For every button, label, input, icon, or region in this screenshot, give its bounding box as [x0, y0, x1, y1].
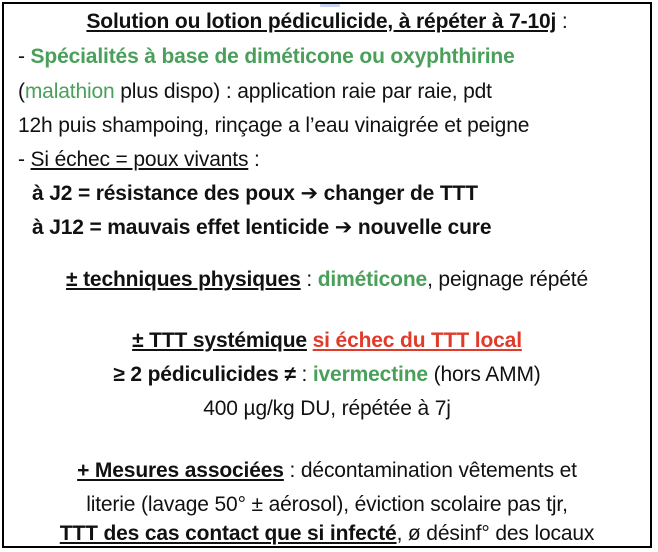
line-literie	[4, 490, 650, 520]
title-text: Solution ou lotion pédiculicide, à répéter à 7-10j	[86, 10, 557, 33]
mesures-text: + Mesures associées	[77, 459, 284, 482]
paren-open: (	[18, 80, 25, 103]
treatment-box	[2, 2, 652, 548]
line-j12	[32, 213, 642, 243]
application-text: plus dispo) : application raie par raie, pdt	[114, 80, 492, 103]
pediculicides-colon: :	[295, 363, 313, 386]
decontamination-text: : décontamination vêtements et	[283, 459, 577, 482]
title-colon: :	[556, 10, 568, 33]
dash: -	[18, 148, 31, 171]
desinf-text: , ø désinf° des locaux	[396, 522, 595, 545]
hors-amm-text: (hors AMM)	[427, 363, 541, 386]
echec-text: Si échec = poux vivants	[30, 148, 249, 171]
dimeticone-text: diméticone	[317, 268, 428, 291]
shampoing-text: 12h puis shampoing, rinçage a l’eau vinaigrée et peigne	[18, 114, 530, 137]
literie-text: literie (lavage 50° ± aérosol), éviction scolaire pas tjr,	[86, 493, 568, 516]
malathion-text: malathion	[24, 80, 115, 103]
pediculicides-text: ≥ 2 pédiculicides ≠	[113, 363, 296, 386]
line-dose	[4, 394, 650, 424]
j2-text: à J2 = résistance des poux	[32, 182, 295, 205]
arrow-right-icon: ➔	[334, 216, 353, 239]
physiques-colon: :	[300, 268, 318, 291]
peignage-text: , peignage répété	[427, 268, 588, 291]
dose-text: 400 µg/kg DU, répétée à 7j	[203, 397, 451, 420]
line-pediculicides	[4, 360, 650, 390]
arrow-right-icon: ➔	[300, 182, 318, 205]
j12-text: à J12 = mauvais effet lenticide	[32, 216, 330, 239]
line-title	[4, 7, 650, 37]
echec-colon: :	[248, 148, 260, 171]
contact-text: TTT des cas contact que si infecté	[59, 522, 397, 545]
line-mesures	[4, 456, 650, 486]
line-shampoing	[18, 111, 642, 141]
line-j2	[32, 179, 642, 209]
ivermectine-text: ivermectine	[312, 363, 428, 386]
echec-local-text: si échec du TTT local	[312, 329, 522, 352]
line-contact	[4, 519, 650, 549]
line-systemique	[4, 326, 650, 356]
j2-action: changer de TTT	[323, 182, 478, 205]
line-echec	[18, 145, 642, 175]
line-malathion	[18, 77, 642, 107]
j12-action: nouvelle cure	[357, 216, 492, 239]
physiques-text: ± techniques physiques	[66, 268, 301, 291]
systemique-text: ± TTT systémique	[132, 329, 307, 352]
line-specialites	[18, 42, 642, 72]
line-physiques	[4, 265, 650, 295]
dash: -	[18, 45, 31, 68]
specialites-text: Spécialités à base de diméticone ou oxyphthirine	[30, 45, 515, 68]
